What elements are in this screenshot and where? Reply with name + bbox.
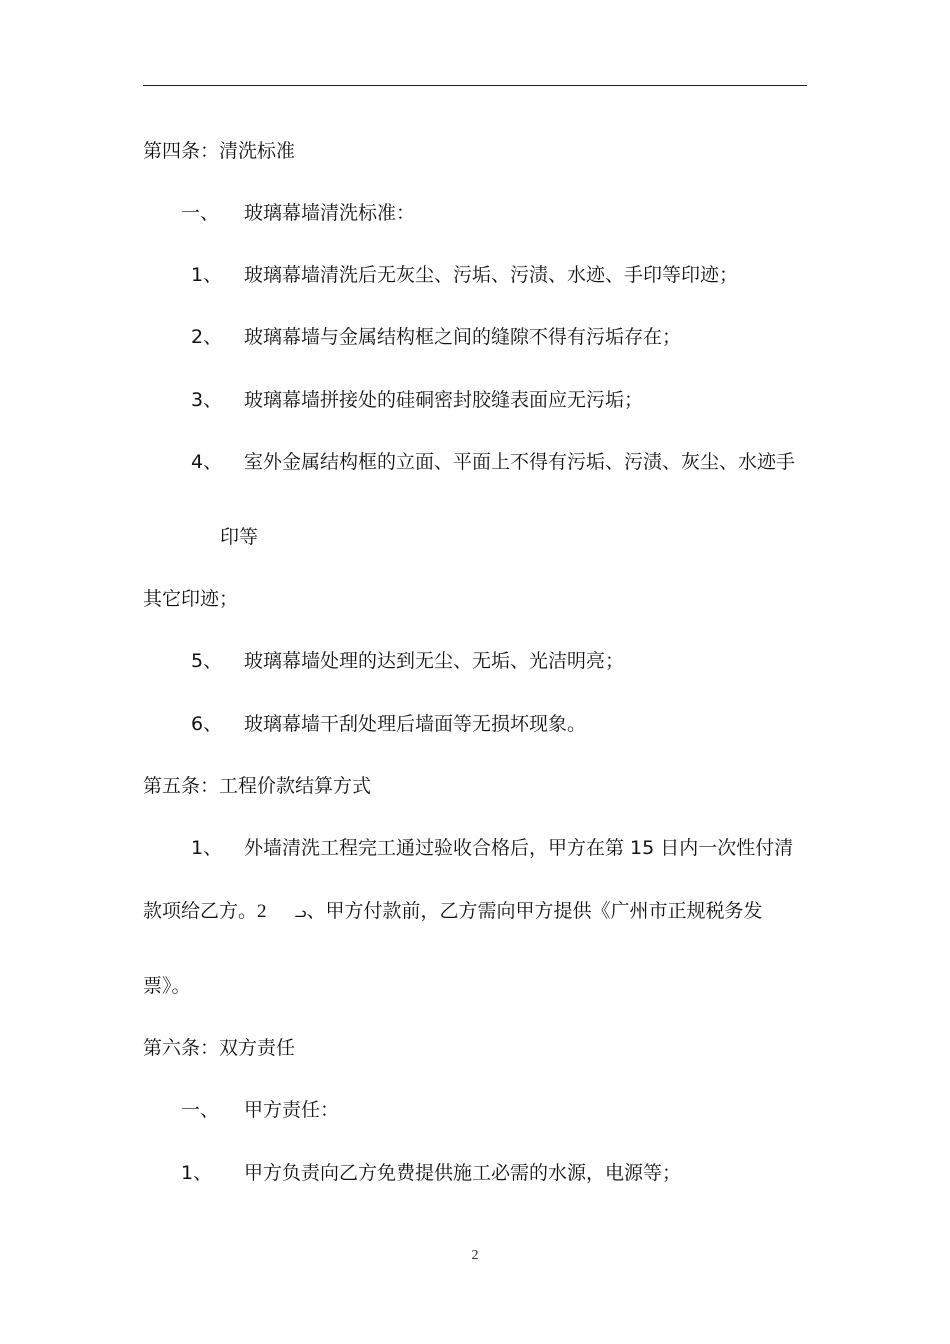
list-item: 玻璃幕墙处理的达到无尘、无垢、光洁明亮； bbox=[244, 650, 625, 672]
paragraph-line bbox=[143, 899, 762, 925]
list-item-marker: 1、 bbox=[181, 1162, 213, 1184]
header-rule bbox=[143, 85, 807, 86]
section6-heading: 第六条：双方责任 bbox=[143, 1037, 296, 1059]
list-item: 玻璃幕墙拼接处的硅硐密封胶缝表面应无污垢； bbox=[244, 389, 644, 411]
list-item-marker: 5、 bbox=[191, 650, 223, 672]
list-item-marker: 1、 bbox=[191, 837, 223, 859]
list-item: 玻璃幕墙与金属结构框之间的缝隙不得有污垢存在； bbox=[244, 326, 682, 348]
list-item-marker: 2 bbox=[257, 901, 267, 922]
section6-sub1-text: 甲方责任： bbox=[244, 1099, 340, 1121]
list-item: 室外金属结构框的立面、平面上不得有污垢、污渍、灰尘、水迹手 bbox=[244, 451, 796, 473]
section6-sub1-marker: 一、 bbox=[181, 1099, 220, 1121]
list-item-marker: 3、 bbox=[191, 389, 223, 411]
list-item: 甲方负责向乙方免费提供施工必需的水源，电源等； bbox=[244, 1162, 682, 1184]
section4-sub1-marker: 一、 bbox=[181, 202, 220, 224]
list-item: 玻璃幕墙清洗后无灰尘、污垢、污渍、水迹、手印等印迹； bbox=[244, 264, 739, 286]
section4-heading: 第四条：清洗标准 bbox=[143, 140, 296, 162]
list-item-marker: 1、 bbox=[191, 264, 223, 286]
list-item-marker: 4、 bbox=[191, 451, 223, 473]
list-item: 外墙清洗工程完工通过验收合格后，甲方在第 15 日内一次性付清 bbox=[244, 837, 794, 859]
list-item: 、甲方付款前，乙方需向甲方提供《广州市正规税务发 bbox=[306, 900, 763, 922]
list-item: 玻璃幕墙干刮处理后墙面等无损坏现象。 bbox=[244, 713, 587, 735]
list-item-marker: 6、 bbox=[191, 713, 223, 735]
page-number: 2 bbox=[471, 1248, 479, 1263]
section5-heading: 第五条：工程价款结算方式 bbox=[143, 775, 372, 797]
list-item-marker: 2、 bbox=[191, 326, 223, 348]
list-item-continuation: 其它印迹； bbox=[143, 588, 239, 610]
stray-glyph: ᓗ bbox=[294, 905, 307, 921]
section4-sub1-text: 玻璃幕墙清洗标准： bbox=[244, 202, 416, 224]
list-item-continuation: 款项给乙方。 bbox=[143, 900, 258, 922]
list-item-continuation: 票》。 bbox=[143, 975, 191, 997]
list-item-continuation: 印等 bbox=[220, 526, 259, 548]
